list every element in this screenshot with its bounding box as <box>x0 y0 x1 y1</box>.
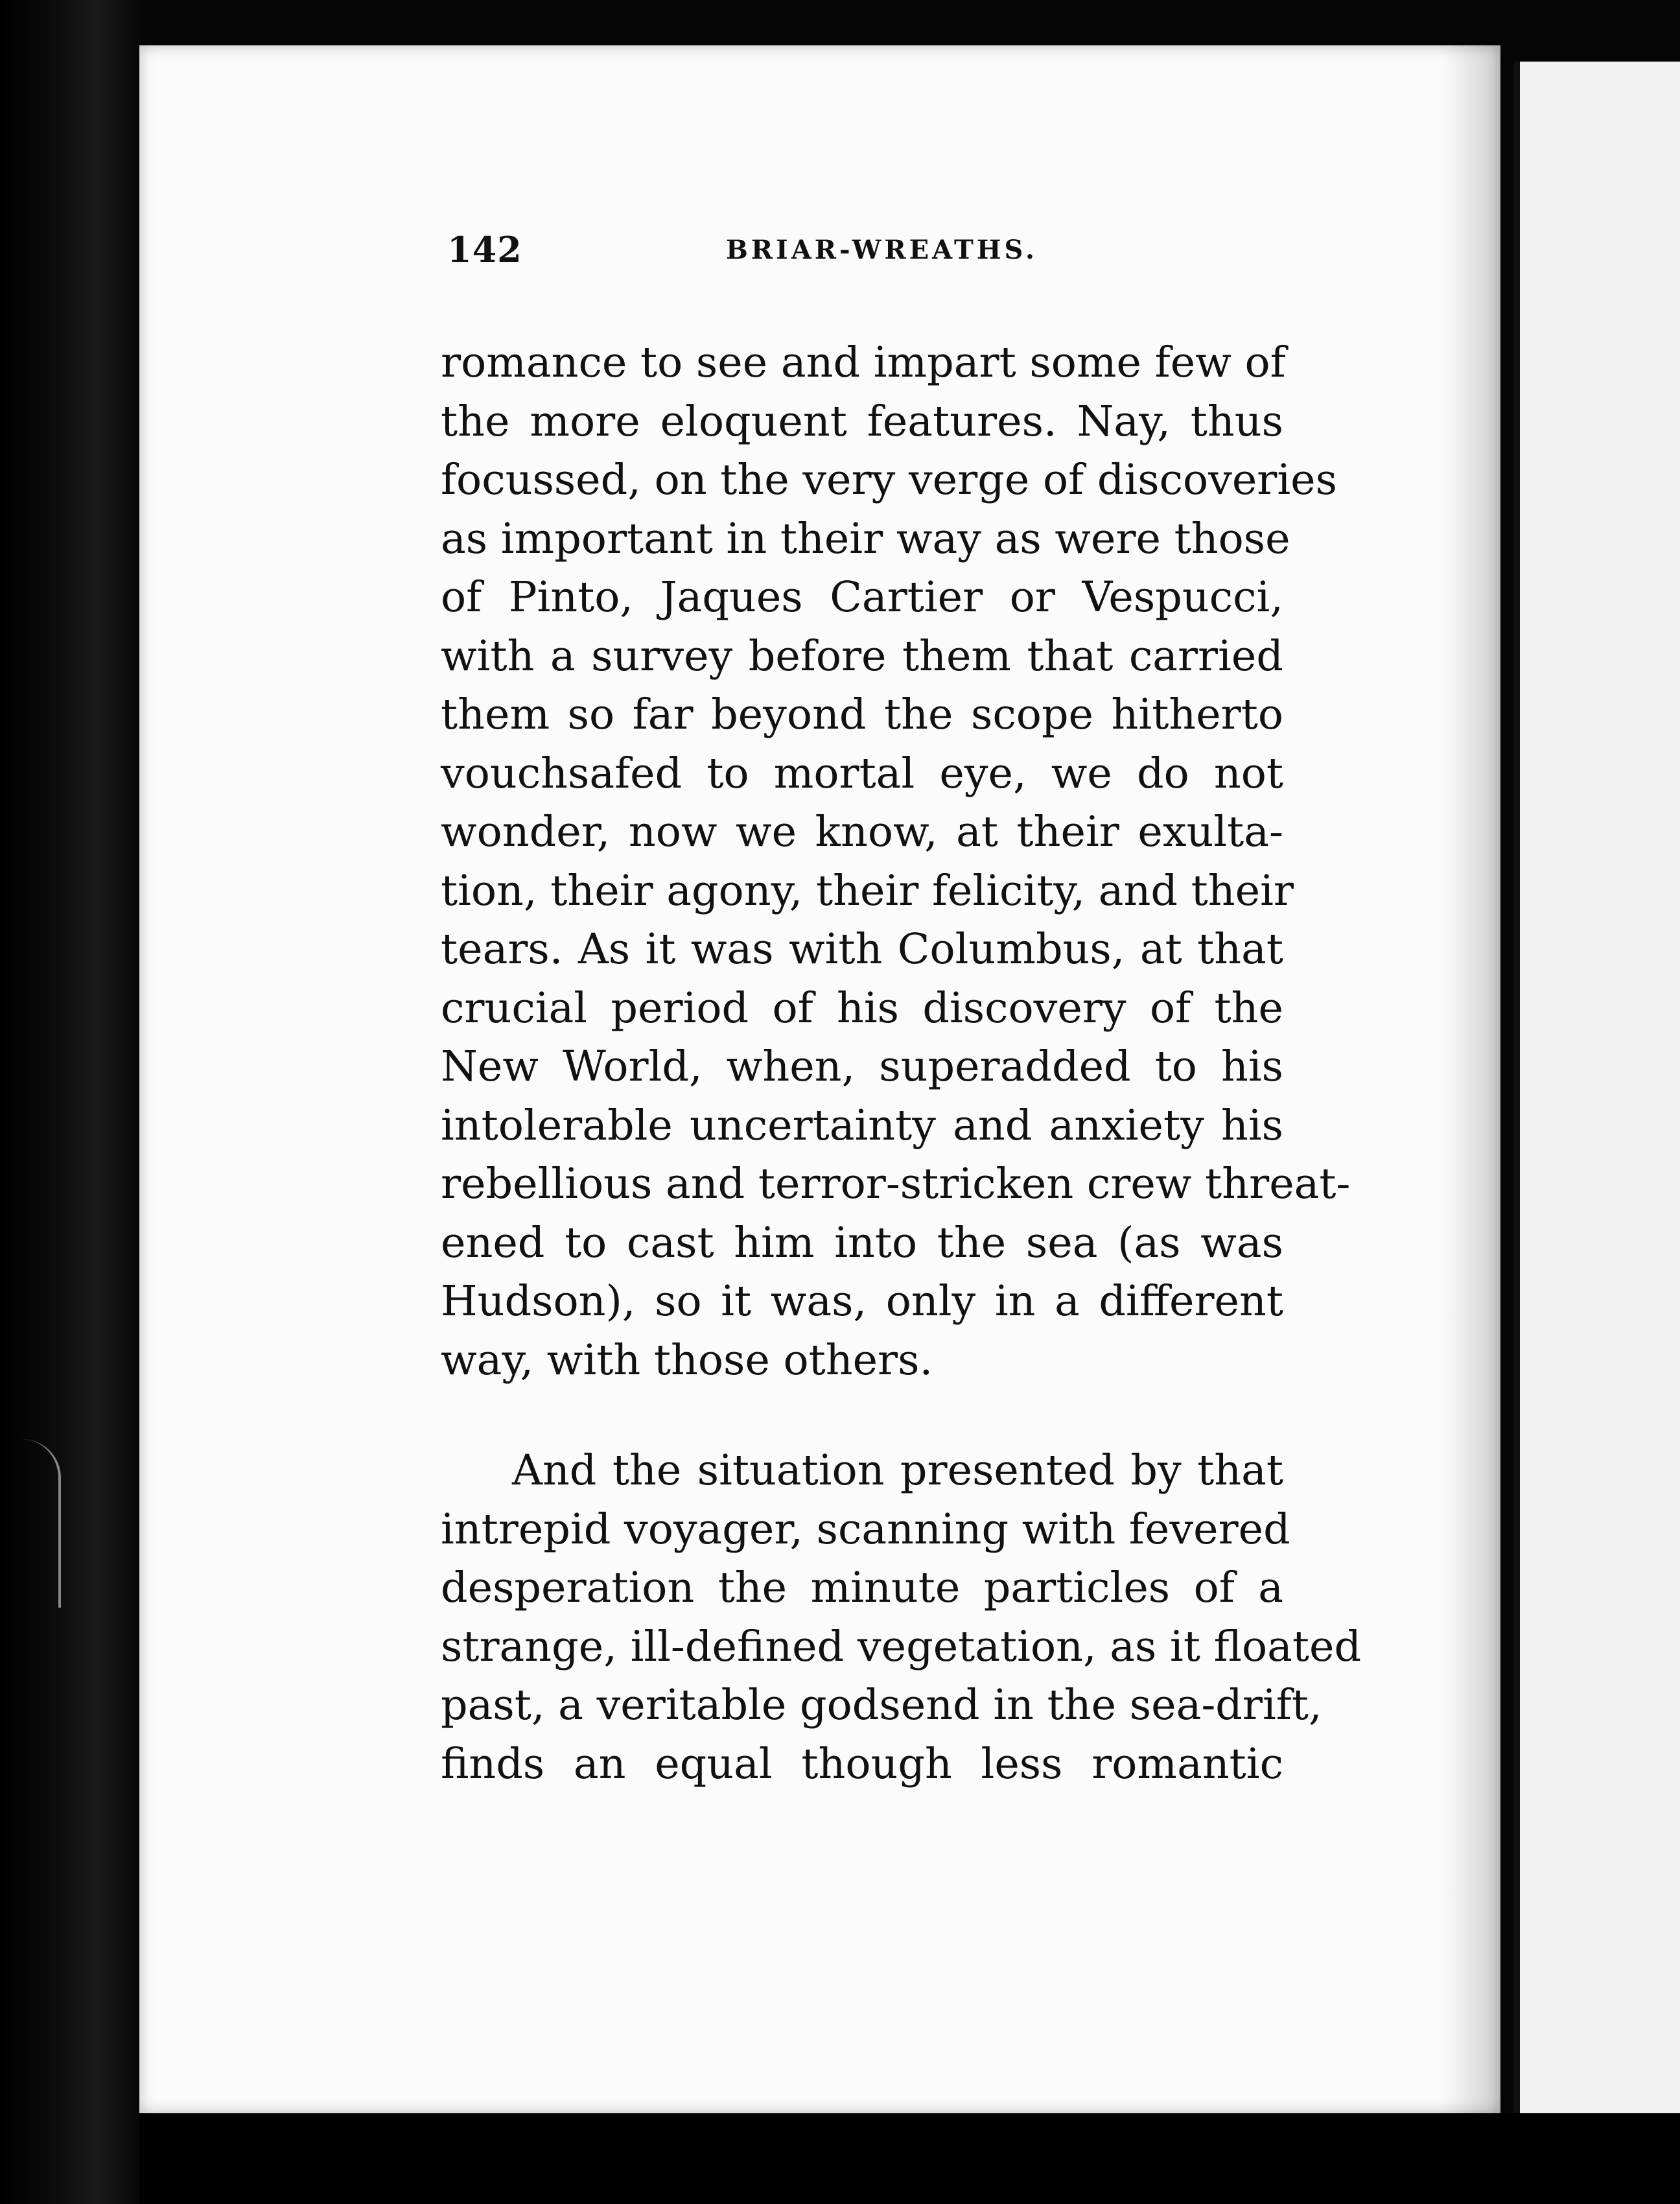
text-line: New World, when, superadded to his <box>441 1042 1283 1091</box>
text-line: Hudson), so it was, only in a different <box>441 1277 1283 1326</box>
text-line: finds an equal though less romantic <box>441 1739 1283 1788</box>
text-line: crucial period of his discovery of the <box>441 983 1283 1033</box>
body-text <box>441 334 1362 1794</box>
page-number: 142 <box>447 229 522 270</box>
text-line: the more eloquent features. Nay, thus <box>441 397 1283 446</box>
text-line: wonder, now we know, at their exulta- <box>441 808 1283 856</box>
text-line: vouchsafed to mortal eye, we do not <box>441 749 1283 798</box>
book-binding <box>0 0 139 2204</box>
text-line: intrepid voyager, scanning with fevered <box>441 1505 1290 1554</box>
text-line: rebellious and terror-stricken crew threat- <box>441 1160 1351 1208</box>
text-line: ened to cast him into the sea (as was <box>441 1218 1283 1267</box>
text-line: tears. As it was with Columbus, at that <box>441 925 1283 974</box>
running-head: BRIAR-WREATHS. <box>726 235 1038 265</box>
text-line: way, with those others. <box>441 1335 933 1385</box>
text-line: focussed, on the very verge of discoveries <box>441 456 1337 504</box>
text-line: them so far beyond the scope hitherto <box>441 690 1283 739</box>
text-line: with a survey before them that carried <box>441 631 1283 681</box>
facing-page-edge <box>1513 62 1680 2113</box>
text-line: romance to see and impart some few of <box>441 338 1286 387</box>
text-line: as important in their way as were those <box>441 514 1290 563</box>
text-line: desperation the minute particles of a <box>441 1564 1283 1612</box>
text-line: intolerable uncertainty and anxiety his <box>441 1101 1283 1150</box>
paragraph <box>441 1442 1362 1794</box>
page-header <box>447 224 1283 276</box>
text-line: strange, ill-defined vegetation, as it floated <box>441 1622 1362 1671</box>
paragraph <box>441 334 1351 1390</box>
text-line: past, a veritable godsend in the sea-drift, <box>441 1681 1322 1729</box>
binding-edge-line <box>0 1439 61 1608</box>
text-line: tion, their agony, their felicity, and their <box>441 866 1294 915</box>
text-line: of Pinto, Jaques Cartier or Vespucci, <box>441 573 1283 622</box>
scan-bottom-edge <box>139 2113 1680 2204</box>
text-line: And the situation presented by that <box>512 1446 1283 1495</box>
